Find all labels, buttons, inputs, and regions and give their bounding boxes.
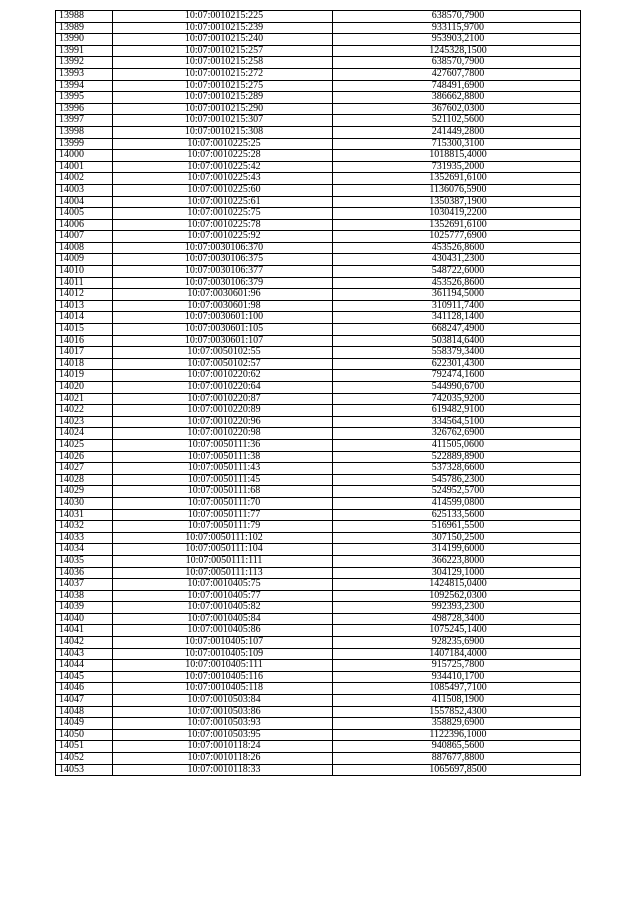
cadastral-number-cell: 10:07:0010503:86 [113, 706, 333, 718]
cadastral-number-cell: 10:07:0010225:42 [113, 161, 333, 173]
cadastral-number-cell: 10:07:0030601:100 [113, 312, 333, 324]
table-row [56, 451, 581, 463]
cadastral-number-cell: 10:07:0050111:77 [113, 509, 333, 521]
table-row [56, 80, 581, 92]
value-cell: 307150,2500 [333, 532, 581, 544]
table-row [56, 277, 581, 289]
row-number-cell: 13988 [56, 11, 113, 23]
value-cell: 544990,6700 [333, 382, 581, 394]
value-cell: 314199,6000 [333, 544, 581, 556]
row-number-cell: 14041 [56, 625, 113, 637]
value-cell: 619482,9100 [333, 405, 581, 417]
table-row [56, 208, 581, 220]
table-row [56, 474, 581, 486]
row-number-cell: 14026 [56, 451, 113, 463]
table-row [56, 347, 581, 359]
value-cell: 304129,1000 [333, 567, 581, 579]
data-table [55, 10, 581, 776]
row-number-cell: 14007 [56, 231, 113, 243]
cadastral-number-cell: 10:07:0010220:98 [113, 428, 333, 440]
row-number-cell: 14040 [56, 613, 113, 625]
row-number-cell: 14045 [56, 671, 113, 683]
table-row [56, 660, 581, 672]
row-number-cell: 13993 [56, 68, 113, 80]
value-cell: 1352691,6100 [333, 173, 581, 185]
value-cell: 453526,8600 [333, 277, 581, 289]
value-cell: 1557852,4300 [333, 706, 581, 718]
value-cell: 411508,1900 [333, 695, 581, 707]
value-cell: 1018815,4000 [333, 150, 581, 162]
value-cell: 933115,9700 [333, 22, 581, 34]
value-cell: 548722,6000 [333, 266, 581, 278]
cadastral-number-cell: 10:07:0050111:111 [113, 555, 333, 567]
row-number-cell: 14035 [56, 555, 113, 567]
cadastral-number-cell: 10:07:0010405:77 [113, 590, 333, 602]
cadastral-number-cell: 10:07:0030106:375 [113, 254, 333, 266]
table-row [56, 324, 581, 336]
table-row [56, 335, 581, 347]
row-number-cell: 14033 [56, 532, 113, 544]
row-number-cell: 14019 [56, 370, 113, 382]
value-cell: 1025777,6900 [333, 231, 581, 243]
cadastral-number-cell: 10:07:0010225:25 [113, 138, 333, 150]
row-number-cell: 14010 [56, 266, 113, 278]
value-cell: 310911,7400 [333, 300, 581, 312]
table-row [56, 567, 581, 579]
table-row [56, 753, 581, 765]
table-row [56, 358, 581, 370]
row-number-cell: 13992 [56, 57, 113, 69]
value-cell: 934410,1700 [333, 671, 581, 683]
value-cell: 625133,5600 [333, 509, 581, 521]
value-cell: 731935,2000 [333, 161, 581, 173]
row-number-cell: 14016 [56, 335, 113, 347]
cadastral-number-cell: 10:07:0010225:43 [113, 173, 333, 185]
value-cell: 792474,1600 [333, 370, 581, 382]
table-row [56, 184, 581, 196]
cadastral-number-cell: 10:07:0010215:272 [113, 68, 333, 80]
cadastral-number-cell: 10:07:0010215:275 [113, 80, 333, 92]
value-cell: 522889,8900 [333, 451, 581, 463]
value-cell: 992393,2300 [333, 602, 581, 614]
cadastral-number-cell: 10:07:0010225:28 [113, 150, 333, 162]
table-row [56, 393, 581, 405]
cadastral-number-cell: 10:07:0010215:308 [113, 126, 333, 138]
cadastral-number-cell: 10:07:0030601:107 [113, 335, 333, 347]
row-number-cell: 14038 [56, 590, 113, 602]
table-row [56, 416, 581, 428]
value-cell: 241449,2800 [333, 126, 581, 138]
cadastral-number-cell: 10:07:0050111:43 [113, 463, 333, 475]
cadastral-number-cell: 10:07:0010220:62 [113, 370, 333, 382]
value-cell: 715300,3100 [333, 138, 581, 150]
row-number-cell: 13995 [56, 92, 113, 104]
table-row [56, 532, 581, 544]
table-row [56, 695, 581, 707]
value-cell: 558379,3400 [333, 347, 581, 359]
cadastral-number-cell: 10:07:0010220:64 [113, 382, 333, 394]
row-number-cell: 13996 [56, 103, 113, 115]
row-number-cell: 14034 [56, 544, 113, 556]
cadastral-number-cell: 10:07:0010215:307 [113, 115, 333, 127]
row-number-cell: 14017 [56, 347, 113, 359]
table-row [56, 671, 581, 683]
table-row [56, 521, 581, 533]
cadastral-number-cell: 10:07:0010225:92 [113, 231, 333, 243]
table-row [56, 161, 581, 173]
table-row [56, 196, 581, 208]
document-page [55, 10, 580, 776]
value-cell: 1030419,2200 [333, 208, 581, 220]
cadastral-number-cell: 10:07:0010215:239 [113, 22, 333, 34]
value-cell: 1065697,8500 [333, 764, 581, 776]
row-number-cell: 14039 [56, 602, 113, 614]
value-cell: 1122396,1000 [333, 729, 581, 741]
table-row [56, 579, 581, 591]
row-number-cell: 14013 [56, 300, 113, 312]
value-cell: 638570,7900 [333, 57, 581, 69]
value-cell: 1245328,1500 [333, 45, 581, 57]
cadastral-number-cell: 10:07:0010220:96 [113, 416, 333, 428]
table-row [56, 729, 581, 741]
table-row [56, 637, 581, 649]
value-cell: 414599,0800 [333, 497, 581, 509]
row-number-cell: 14015 [56, 324, 113, 336]
cadastral-number-cell: 10:07:0010215:240 [113, 34, 333, 46]
value-cell: 545786,2300 [333, 474, 581, 486]
cadastral-number-cell: 10:07:0010215:289 [113, 92, 333, 104]
row-number-cell: 14053 [56, 764, 113, 776]
cadastral-number-cell: 10:07:0010405:107 [113, 637, 333, 649]
row-number-cell: 13997 [56, 115, 113, 127]
value-cell: 361194,5000 [333, 289, 581, 301]
cadastral-number-cell: 10:07:0050111:102 [113, 532, 333, 544]
table-row [56, 405, 581, 417]
cadastral-number-cell: 10:07:0010405:75 [113, 579, 333, 591]
row-number-cell: 14048 [56, 706, 113, 718]
row-number-cell: 14047 [56, 695, 113, 707]
table-row [56, 764, 581, 776]
row-number-cell: 13994 [56, 80, 113, 92]
row-number-cell: 14044 [56, 660, 113, 672]
table-row [56, 590, 581, 602]
cadastral-number-cell: 10:07:0010225:60 [113, 184, 333, 196]
table-row [56, 439, 581, 451]
row-number-cell: 14011 [56, 277, 113, 289]
table-row [56, 289, 581, 301]
cadastral-number-cell: 10:07:0010118:24 [113, 741, 333, 753]
table-body [56, 11, 581, 776]
cadastral-number-cell: 10:07:0010503:93 [113, 718, 333, 730]
table-row [56, 706, 581, 718]
row-number-cell: 14003 [56, 184, 113, 196]
row-number-cell: 14023 [56, 416, 113, 428]
row-number-cell: 14006 [56, 219, 113, 231]
table-row [56, 11, 581, 23]
table-row [56, 741, 581, 753]
table-row [56, 486, 581, 498]
value-cell: 341128,1400 [333, 312, 581, 324]
cadastral-number-cell: 10:07:0010405:118 [113, 683, 333, 695]
cadastral-number-cell: 10:07:0010225:78 [113, 219, 333, 231]
cadastral-number-cell: 10:07:0050111:68 [113, 486, 333, 498]
table-row [56, 463, 581, 475]
row-number-cell: 14022 [56, 405, 113, 417]
row-number-cell: 14042 [56, 637, 113, 649]
value-cell: 748491,6900 [333, 80, 581, 92]
cadastral-number-cell: 10:07:0010118:26 [113, 753, 333, 765]
row-number-cell: 13999 [56, 138, 113, 150]
cadastral-number-cell: 10:07:0010503:95 [113, 729, 333, 741]
cadastral-number-cell: 10:07:0010405:84 [113, 613, 333, 625]
row-number-cell: 14018 [56, 358, 113, 370]
row-number-cell: 14052 [56, 753, 113, 765]
table-row [56, 312, 581, 324]
cadastral-number-cell: 10:07:0010215:290 [113, 103, 333, 115]
table-row [56, 718, 581, 730]
row-number-cell: 14046 [56, 683, 113, 695]
value-cell: 453526,8600 [333, 242, 581, 254]
row-number-cell: 13998 [56, 126, 113, 138]
cadastral-number-cell: 10:07:0030106:370 [113, 242, 333, 254]
value-cell: 928235,6900 [333, 637, 581, 649]
cadastral-number-cell: 10:07:0010405:116 [113, 671, 333, 683]
table-row [56, 497, 581, 509]
row-number-cell: 13989 [56, 22, 113, 34]
table-row [56, 428, 581, 440]
cadastral-number-cell: 10:07:0030106:379 [113, 277, 333, 289]
table-row [56, 92, 581, 104]
cadastral-number-cell: 10:07:0050111:113 [113, 567, 333, 579]
cadastral-number-cell: 10:07:0010215:258 [113, 57, 333, 69]
value-cell: 953903,2100 [333, 34, 581, 46]
row-number-cell: 14005 [56, 208, 113, 220]
value-cell: 1407184,4000 [333, 648, 581, 660]
cadastral-number-cell: 10:07:0030601:96 [113, 289, 333, 301]
cadastral-number-cell: 10:07:0050111:70 [113, 497, 333, 509]
value-cell: 1085497,7100 [333, 683, 581, 695]
table-row [56, 231, 581, 243]
table-row [56, 300, 581, 312]
value-cell: 1136076,5900 [333, 184, 581, 196]
table-row [56, 625, 581, 637]
row-number-cell: 14050 [56, 729, 113, 741]
row-number-cell: 14014 [56, 312, 113, 324]
cadastral-number-cell: 10:07:0050111:104 [113, 544, 333, 556]
table-row [56, 173, 581, 185]
table-row [56, 115, 581, 127]
value-cell: 915725,7800 [333, 660, 581, 672]
table-row [56, 509, 581, 521]
row-number-cell: 14043 [56, 648, 113, 660]
value-cell: 411505,0600 [333, 439, 581, 451]
row-number-cell: 14002 [56, 173, 113, 185]
cadastral-number-cell: 10:07:0010405:111 [113, 660, 333, 672]
table-row [56, 103, 581, 115]
table-row [56, 382, 581, 394]
row-number-cell: 13990 [56, 34, 113, 46]
table-row [56, 22, 581, 34]
row-number-cell: 14031 [56, 509, 113, 521]
row-number-cell: 14008 [56, 242, 113, 254]
row-number-cell: 14025 [56, 439, 113, 451]
value-cell: 326762,6900 [333, 428, 581, 440]
value-cell: 940865,5600 [333, 741, 581, 753]
table-row [56, 683, 581, 695]
table-row [56, 544, 581, 556]
table-row [56, 266, 581, 278]
table-row [56, 602, 581, 614]
cadastral-number-cell: 10:07:0050102:57 [113, 358, 333, 370]
value-cell: 524952,5700 [333, 486, 581, 498]
row-number-cell: 14024 [56, 428, 113, 440]
value-cell: 334564,5100 [333, 416, 581, 428]
value-cell: 537328,6600 [333, 463, 581, 475]
table-row [56, 68, 581, 80]
row-number-cell: 14012 [56, 289, 113, 301]
value-cell: 427607,7800 [333, 68, 581, 80]
value-cell: 503814,6400 [333, 335, 581, 347]
value-cell: 521102,5600 [333, 115, 581, 127]
value-cell: 516961,5500 [333, 521, 581, 533]
cadastral-number-cell: 10:07:0010405:86 [113, 625, 333, 637]
cadastral-number-cell: 10:07:0050111:45 [113, 474, 333, 486]
cadastral-number-cell: 10:07:0050111:36 [113, 439, 333, 451]
value-cell: 742035,9200 [333, 393, 581, 405]
row-number-cell: 14028 [56, 474, 113, 486]
cadastral-number-cell: 10:07:0010405:109 [113, 648, 333, 660]
row-number-cell: 14036 [56, 567, 113, 579]
row-number-cell: 14027 [56, 463, 113, 475]
cadastral-number-cell: 10:07:0030106:377 [113, 266, 333, 278]
value-cell: 1352691,6100 [333, 219, 581, 231]
cadastral-number-cell: 10:07:0010405:82 [113, 602, 333, 614]
row-number-cell: 14032 [56, 521, 113, 533]
row-number-cell: 14029 [56, 486, 113, 498]
value-cell: 1075245,1400 [333, 625, 581, 637]
table-row [56, 45, 581, 57]
table-row [56, 613, 581, 625]
row-number-cell: 14021 [56, 393, 113, 405]
row-number-cell: 14037 [56, 579, 113, 591]
value-cell: 1092562,0300 [333, 590, 581, 602]
cadastral-number-cell: 10:07:0030601:98 [113, 300, 333, 312]
value-cell: 386662,8800 [333, 92, 581, 104]
value-cell: 430431,2300 [333, 254, 581, 266]
cadastral-number-cell: 10:07:0050111:38 [113, 451, 333, 463]
cadastral-number-cell: 10:07:0010503:84 [113, 695, 333, 707]
value-cell: 498728,3400 [333, 613, 581, 625]
row-number-cell: 14009 [56, 254, 113, 266]
cadastral-number-cell: 10:07:0010118:33 [113, 764, 333, 776]
cadastral-number-cell: 10:07:0010225:61 [113, 196, 333, 208]
value-cell: 887677,8800 [333, 753, 581, 765]
table-row [56, 219, 581, 231]
table-row [56, 150, 581, 162]
cadastral-number-cell: 10:07:0010215:257 [113, 45, 333, 57]
value-cell: 358829,6900 [333, 718, 581, 730]
row-number-cell: 14049 [56, 718, 113, 730]
value-cell: 366223,8000 [333, 555, 581, 567]
table-row [56, 254, 581, 266]
row-number-cell: 14000 [56, 150, 113, 162]
cadastral-number-cell: 10:07:0050111:79 [113, 521, 333, 533]
row-number-cell: 14020 [56, 382, 113, 394]
table-row [56, 57, 581, 69]
table-row [56, 242, 581, 254]
cadastral-number-cell: 10:07:0010225:75 [113, 208, 333, 220]
row-number-cell: 14004 [56, 196, 113, 208]
row-number-cell: 14001 [56, 161, 113, 173]
value-cell: 367602,0300 [333, 103, 581, 115]
row-number-cell: 14030 [56, 497, 113, 509]
value-cell: 1424815,0400 [333, 579, 581, 591]
cadastral-number-cell: 10:07:0010220:87 [113, 393, 333, 405]
table-row [56, 126, 581, 138]
row-number-cell: 13991 [56, 45, 113, 57]
value-cell: 622301,4300 [333, 358, 581, 370]
table-row [56, 138, 581, 150]
table-row [56, 370, 581, 382]
cadastral-number-cell: 10:07:0050102:55 [113, 347, 333, 359]
table-row [56, 555, 581, 567]
row-number-cell: 14051 [56, 741, 113, 753]
value-cell: 638570,7900 [333, 11, 581, 23]
value-cell: 1350387,1900 [333, 196, 581, 208]
table-row [56, 34, 581, 46]
cadastral-number-cell: 10:07:0010215:225 [113, 11, 333, 23]
cadastral-number-cell: 10:07:0010220:89 [113, 405, 333, 417]
table-row [56, 648, 581, 660]
value-cell: 668247,4900 [333, 324, 581, 336]
cadastral-number-cell: 10:07:0030601:105 [113, 324, 333, 336]
